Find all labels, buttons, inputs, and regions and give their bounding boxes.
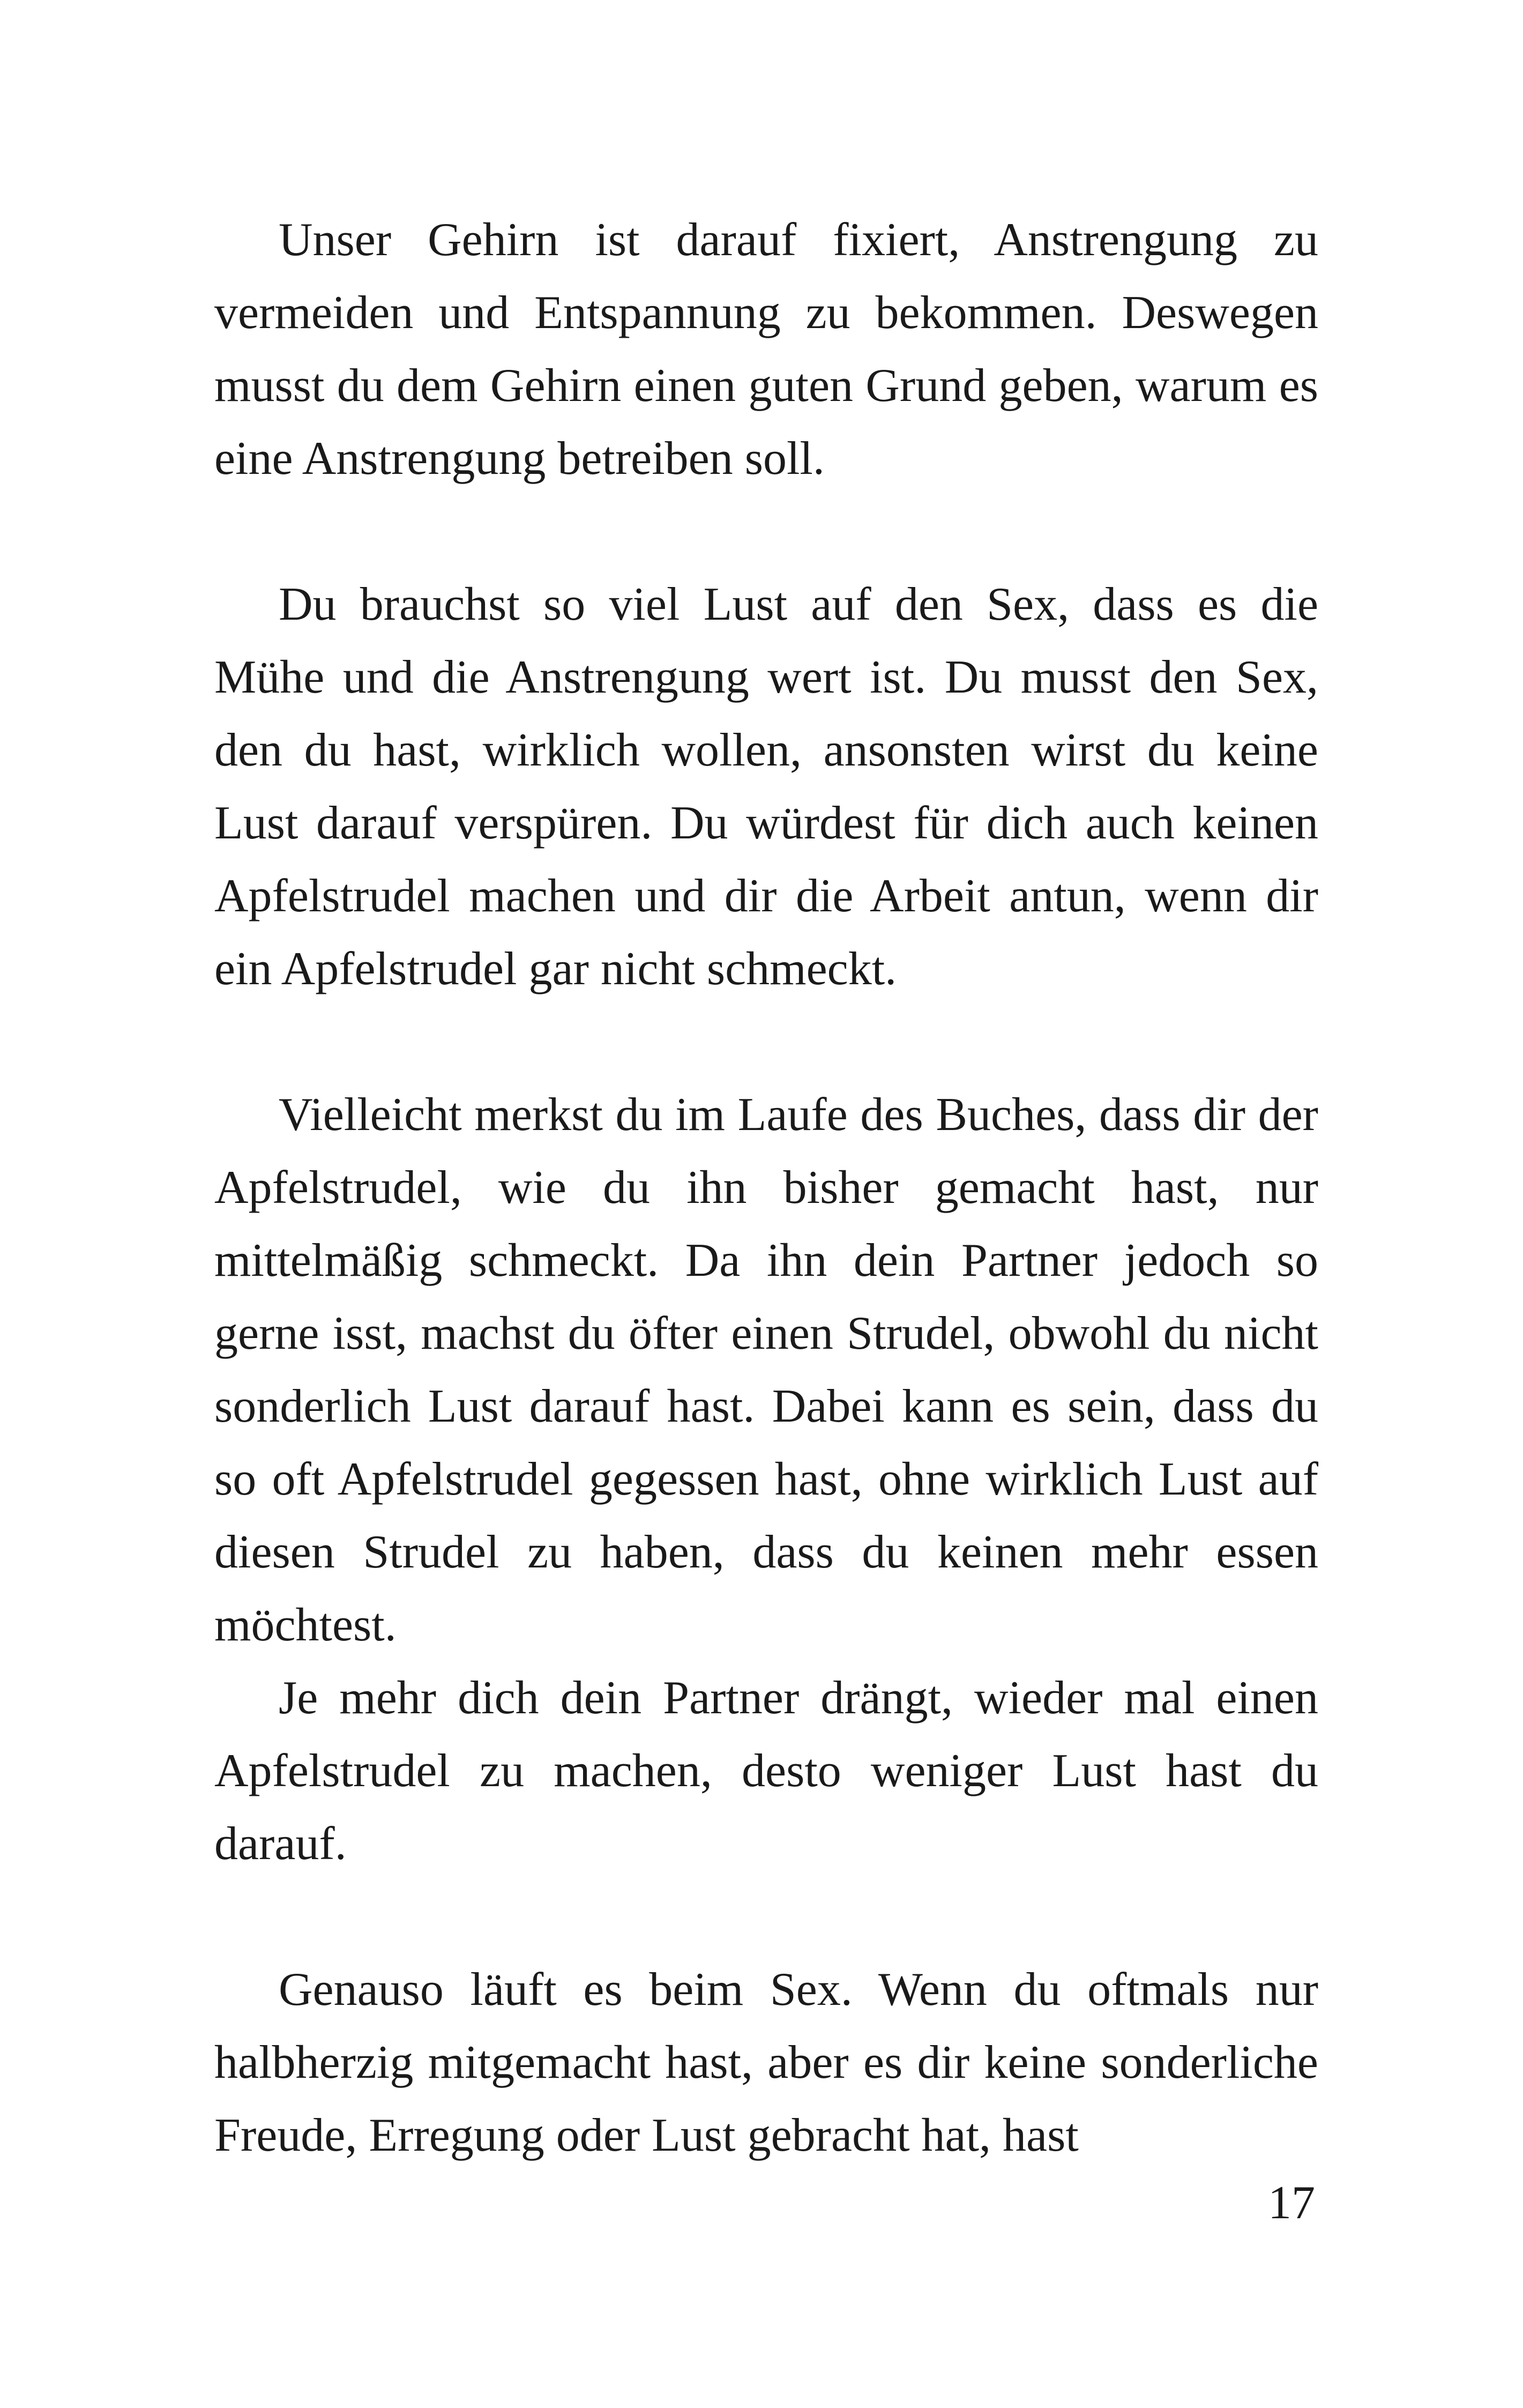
paragraph-3: Vielleicht merkst du im Laufe des Buches, dass dir der Apfelstrudel, wie du ihn bisher gemacht hast, nur mittelmäßig schmeckt. Da ihn dein Partner jedoch so gerne isst, machst du öfter einen Strudel, obwohl du nicht sonderlich Lust darauf hast. Dabei kann es sein, dass du so oft Apfelstrudel gegessen hast, ohne wirklich Lust auf diesen Strudel zu haben, dass du keinen mehr essen möchtest. bbox=[214, 1089, 1318, 1651]
body-text bbox=[214, 204, 1318, 2172]
paragraph-4: Je mehr dich dein Partner drängt, wieder mal einen Apfelstrudel zu machen, desto weniger Lust hast du darauf. bbox=[214, 1672, 1318, 1870]
paragraph-2: Du brauchst so viel Lust auf den Sex, dass es die Mühe und die Anstrengung wert ist. Du musst den Sex, den du hast, wirklich wollen, ansonsten wirst du keine Lust darauf verspüren. Du würdest für dich auch keinen Apfelstrudel machen und dir die Arbeit antun, wenn dir ein Apfelstrudel gar nicht schmeckt. bbox=[214, 578, 1318, 995]
paragraph-5: Genauso läuft es beim Sex. Wenn du oftmals nur halbherzig mitgemacht hast, aber es dir keine sonderliche Freude, Erregung oder Lust gebracht hat, hast bbox=[214, 1964, 1318, 2161]
paragraph-1: Unser Gehirn ist darauf fixiert, Anstrengung zu vermeiden und Entspannung zu bekommen. Deswegen musst du dem Gehirn einen guten Grund geben, warum es eine Anstrengung betreiben soll. bbox=[214, 214, 1318, 485]
page-number: 17 bbox=[1268, 2177, 1315, 2229]
